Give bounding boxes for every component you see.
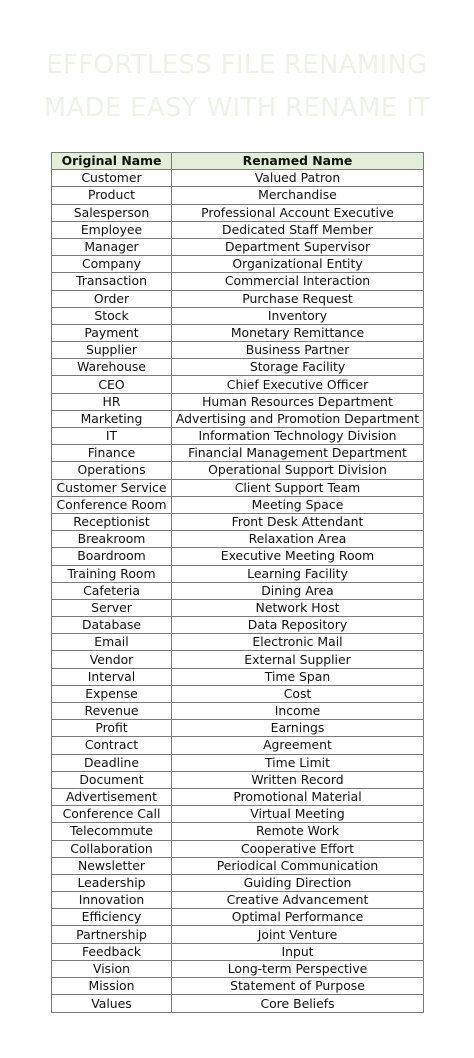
renamed-name-cell: Input [172, 943, 424, 960]
renamed-name-cell: Income [172, 703, 424, 720]
renamed-name-cell: Organizational Entity [172, 256, 424, 273]
table-row [52, 256, 424, 273]
original-name-cell: Deadline [52, 754, 172, 771]
column-header-renamed-name: Renamed Name [172, 153, 424, 170]
renamed-name-cell: Time Limit [172, 754, 424, 771]
table-row [52, 788, 424, 805]
renamed-name-cell: Monetary Remittance [172, 324, 424, 341]
renamed-name-cell: Network Host [172, 599, 424, 616]
table-row [52, 943, 424, 960]
original-name-cell: Receptionist [52, 513, 172, 530]
renamed-name-cell: Optimal Performance [172, 909, 424, 926]
original-name-cell: Revenue [52, 703, 172, 720]
original-name-cell: Order [52, 290, 172, 307]
table-row [52, 342, 424, 359]
table-row [52, 668, 424, 685]
original-name-cell: Cafeteria [52, 582, 172, 599]
renamed-name-cell: Front Desk Attendant [172, 513, 424, 530]
renamed-name-cell: Remote Work [172, 823, 424, 840]
original-name-cell: Advertisement [52, 788, 172, 805]
original-name-cell: Vendor [52, 651, 172, 668]
table-row [52, 754, 424, 771]
renamed-name-cell: Cooperative Effort [172, 840, 424, 857]
table-row [52, 531, 424, 548]
original-name-cell: Customer [52, 170, 172, 187]
renamed-name-cell: External Supplier [172, 651, 424, 668]
original-name-cell: Training Room [52, 565, 172, 582]
original-name-cell: Innovation [52, 892, 172, 909]
renamed-name-cell: Agreement [172, 737, 424, 754]
table-row [52, 307, 424, 324]
original-name-cell: Finance [52, 445, 172, 462]
renamed-name-cell: Long-term Perspective [172, 960, 424, 977]
table-body [52, 170, 424, 1013]
original-name-cell: Salesperson [52, 204, 172, 221]
table-row [52, 324, 424, 341]
renamed-name-cell: Chief Executive Officer [172, 376, 424, 393]
table-row [52, 513, 424, 530]
table-row [52, 221, 424, 238]
renamed-name-cell: Business Partner [172, 342, 424, 359]
original-name-cell: Company [52, 256, 172, 273]
original-name-cell: Profit [52, 720, 172, 737]
original-name-cell: Newsletter [52, 857, 172, 874]
table-row [52, 720, 424, 737]
original-name-cell: Document [52, 771, 172, 788]
original-name-cell: Customer Service [52, 479, 172, 496]
renamed-name-cell: Purchase Request [172, 290, 424, 307]
table-row [52, 806, 424, 823]
original-name-cell: Telecommute [52, 823, 172, 840]
table-row [52, 651, 424, 668]
renamed-name-cell: Data Repository [172, 617, 424, 634]
table-row [52, 995, 424, 1013]
renamed-name-cell: Statement of Purpose [172, 978, 424, 995]
renamed-name-cell: Storage Facility [172, 359, 424, 376]
renamed-name-cell: Valued Patron [172, 170, 424, 187]
original-name-cell: Contract [52, 737, 172, 754]
table-row [52, 582, 424, 599]
rename-table [51, 152, 424, 1013]
table-row [52, 548, 424, 565]
renamed-name-cell: Time Span [172, 668, 424, 685]
table-row [52, 445, 424, 462]
table-row [52, 978, 424, 995]
renamed-name-cell: Dedicated Staff Member [172, 221, 424, 238]
original-name-cell: Interval [52, 668, 172, 685]
table-row [52, 737, 424, 754]
column-header-original-name: Original Name [52, 153, 172, 170]
renamed-name-cell: Virtual Meeting [172, 806, 424, 823]
original-name-cell: Conference Room [52, 496, 172, 513]
original-name-cell: Supplier [52, 342, 172, 359]
original-name-cell: Database [52, 617, 172, 634]
renamed-name-cell: Earnings [172, 720, 424, 737]
original-name-cell: Marketing [52, 410, 172, 427]
renamed-name-cell: Executive Meeting Room [172, 548, 424, 565]
renamed-name-cell: Financial Management Department [172, 445, 424, 462]
table-row [52, 238, 424, 255]
table-row [52, 462, 424, 479]
renamed-name-cell: Guiding Direction [172, 874, 424, 891]
original-name-cell: Breakroom [52, 531, 172, 548]
table-row [52, 685, 424, 702]
table-row [52, 874, 424, 891]
table-row [52, 187, 424, 204]
original-name-cell: Partnership [52, 926, 172, 943]
table-row [52, 204, 424, 221]
table-row [52, 393, 424, 410]
original-name-cell: Boardroom [52, 548, 172, 565]
table-row [52, 410, 424, 427]
original-name-cell: Email [52, 634, 172, 651]
original-name-cell: Vision [52, 960, 172, 977]
renamed-name-cell: Joint Venture [172, 926, 424, 943]
original-name-cell: Feedback [52, 943, 172, 960]
original-name-cell: Server [52, 599, 172, 616]
page-title-line-1: EFFORTLESS FILE RENAMING [46, 50, 428, 80]
renamed-name-cell: Inventory [172, 307, 424, 324]
table-row [52, 479, 424, 496]
original-name-cell: Product [52, 187, 172, 204]
original-name-cell: Expense [52, 685, 172, 702]
table-row [52, 359, 424, 376]
original-name-cell: Stock [52, 307, 172, 324]
original-name-cell: Efficiency [52, 909, 172, 926]
renamed-name-cell: Relaxation Area [172, 531, 424, 548]
renamed-name-cell: Written Record [172, 771, 424, 788]
renamed-name-cell: Client Support Team [172, 479, 424, 496]
renamed-name-cell: Cost [172, 685, 424, 702]
renamed-name-cell: Learning Facility [172, 565, 424, 582]
renamed-name-cell: Department Supervisor [172, 238, 424, 255]
renamed-name-cell: Merchandise [172, 187, 424, 204]
renamed-name-cell: Periodical Communication [172, 857, 424, 874]
renamed-name-cell: Operational Support Division [172, 462, 424, 479]
original-name-cell: Collaboration [52, 840, 172, 857]
table-row [52, 290, 424, 307]
original-name-cell: CEO [52, 376, 172, 393]
original-name-cell: Payment [52, 324, 172, 341]
original-name-cell: Employee [52, 221, 172, 238]
table-row [52, 771, 424, 788]
table-row [52, 496, 424, 513]
table-row [52, 892, 424, 909]
original-name-cell: HR [52, 393, 172, 410]
renamed-name-cell: Information Technology Division [172, 428, 424, 445]
original-name-cell: IT [52, 428, 172, 445]
table-row [52, 634, 424, 651]
original-name-cell: Mission [52, 978, 172, 995]
renamed-name-cell: Dining Area [172, 582, 424, 599]
original-name-cell: Operations [52, 462, 172, 479]
original-name-cell: Warehouse [52, 359, 172, 376]
renamed-name-cell: Creative Advancement [172, 892, 424, 909]
renamed-name-cell: Meeting Space [172, 496, 424, 513]
original-name-cell: Conference Call [52, 806, 172, 823]
table-row [52, 273, 424, 290]
table-row [52, 428, 424, 445]
renamed-name-cell: Human Resources Department [172, 393, 424, 410]
table-row [52, 617, 424, 634]
table-row [52, 857, 424, 874]
table-row [52, 823, 424, 840]
renamed-name-cell: Commercial Interaction [172, 273, 424, 290]
renamed-name-cell: Advertising and Promotion Department [172, 410, 424, 427]
renamed-name-cell: Core Beliefs [172, 995, 424, 1013]
table-row [52, 565, 424, 582]
renamed-name-cell: Promotional Material [172, 788, 424, 805]
table-row [52, 703, 424, 720]
original-name-cell: Leadership [52, 874, 172, 891]
table-row [52, 926, 424, 943]
original-name-cell: Transaction [52, 273, 172, 290]
table-row [52, 599, 424, 616]
table-row [52, 840, 424, 857]
table-row [52, 909, 424, 926]
renamed-name-cell: Electronic Mail [172, 634, 424, 651]
table-row [52, 376, 424, 393]
table-row [52, 170, 424, 187]
renamed-name-cell: Professional Account Executive [172, 204, 424, 221]
page-title-line-2: MADE EASY WITH RENAME IT [43, 93, 431, 123]
table-row [52, 960, 424, 977]
original-name-cell: Values [52, 995, 172, 1013]
original-name-cell: Manager [52, 238, 172, 255]
table-header-row [52, 153, 424, 170]
